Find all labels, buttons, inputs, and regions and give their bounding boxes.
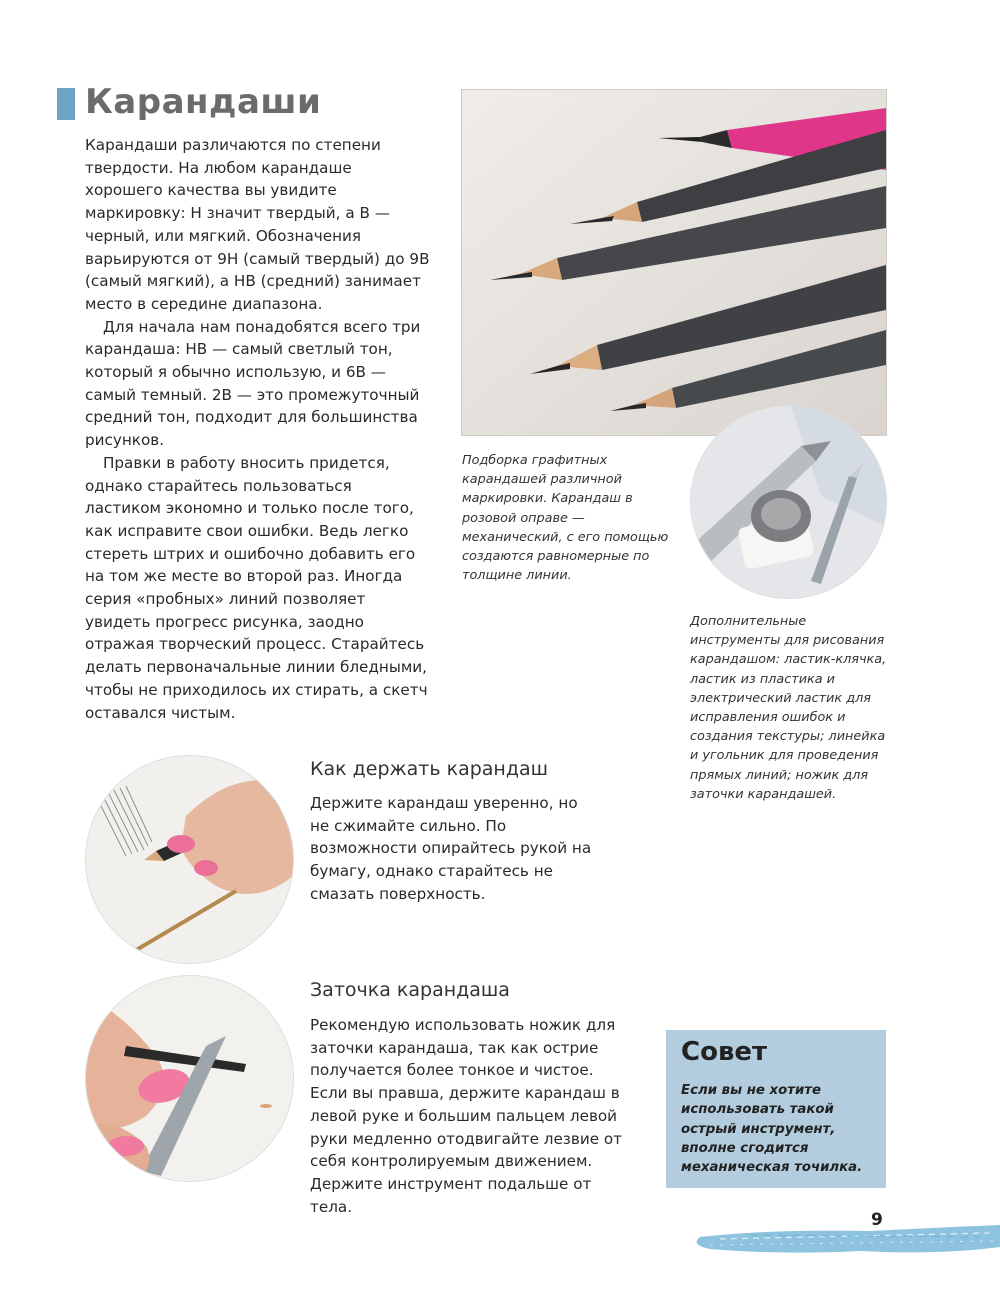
tip-text: Если вы не хотите использовать такой острый инструмент, вполне сгодится механическая точилка.	[681, 1083, 863, 1176]
intro-paragraph-1: Карандаши различаются по степени твердости. На любом карандаше хорошего качества вы увидите маркировку: H значит твердый, а B — черный, или мягкий. Обозначения варьируются от 9H (самый твердый) до 9B (самый мягкий), а HB (средний) занимает место в середине диапазона.	[85, 136, 430, 313]
pencils-photo	[461, 89, 887, 436]
page-title: Карандаши	[85, 82, 322, 122]
holding-heading: Как держать карандаш	[310, 758, 549, 780]
title-accent-bar	[57, 88, 75, 120]
tip-title: Совет	[681, 1037, 768, 1067]
pencils-caption: Подборка графитных карандашей различной маркировки. Карандаш в розовой оправе — механический, с его помощью создаются равномерные по толщине линии.	[462, 453, 669, 584]
tools-caption: Дополнительные инструменты для рисования карандашом: ластик-клячка, ластик из пластика и электрический ластик для исправления ошибок и создания текстуры; линейка и угольник для проведения прямых линий; ножик для заточки карандашей.	[690, 614, 887, 802]
intro-paragraph-3: Правки в работу вносить придется, однако старайтесь пользоваться ластиком экономно и только после того, как исправите свои ошибки. Ведь легко стереть штрих и ошибочно добавить его на том же месте во второй раз. Иногда серия «пробных» линий позволяет увидеть прогресс рисунка, заодно отражая творческий процесс. Старайтесь делать первоначальные линии бледными, чтобы не приходилось их стирать, а скетч оставался чистым.	[85, 453, 428, 722]
sharpening-text: Рекомендую использовать ножик для заточки карандаша, так как острие получается более тонкое и чистое. Если вы правша, держите карандаш в левой руке и большим пальцем левой руки медленно отодвигайте лезвие от себя контролируемым движением. Держите инструмент подальше от тела.	[310, 1016, 623, 1216]
brush-stroke-decoration	[690, 1225, 1000, 1257]
intro-paragraph-2: Для начала нам понадобятся всего три карандаша: HB — самый светлый тон, который я обычно использую, и 6B — самый темный. 2B — это промежуточный средний тон, подходит для большинства рисунков.	[85, 317, 421, 450]
intro-text	[85, 134, 430, 724]
page-number: 9	[871, 1210, 883, 1230]
holding-pencil-photo	[85, 755, 294, 964]
sharpening-heading: Заточка карандаша	[310, 979, 510, 1001]
sharpening-photo	[85, 975, 294, 1182]
tools-photo	[690, 405, 887, 599]
holding-text: Держите карандаш уверенно, но не сжимайте сильно. По возможности опирайтесь рукой на бумагу, однако старайтесь не смазать поверхность.	[310, 794, 592, 903]
